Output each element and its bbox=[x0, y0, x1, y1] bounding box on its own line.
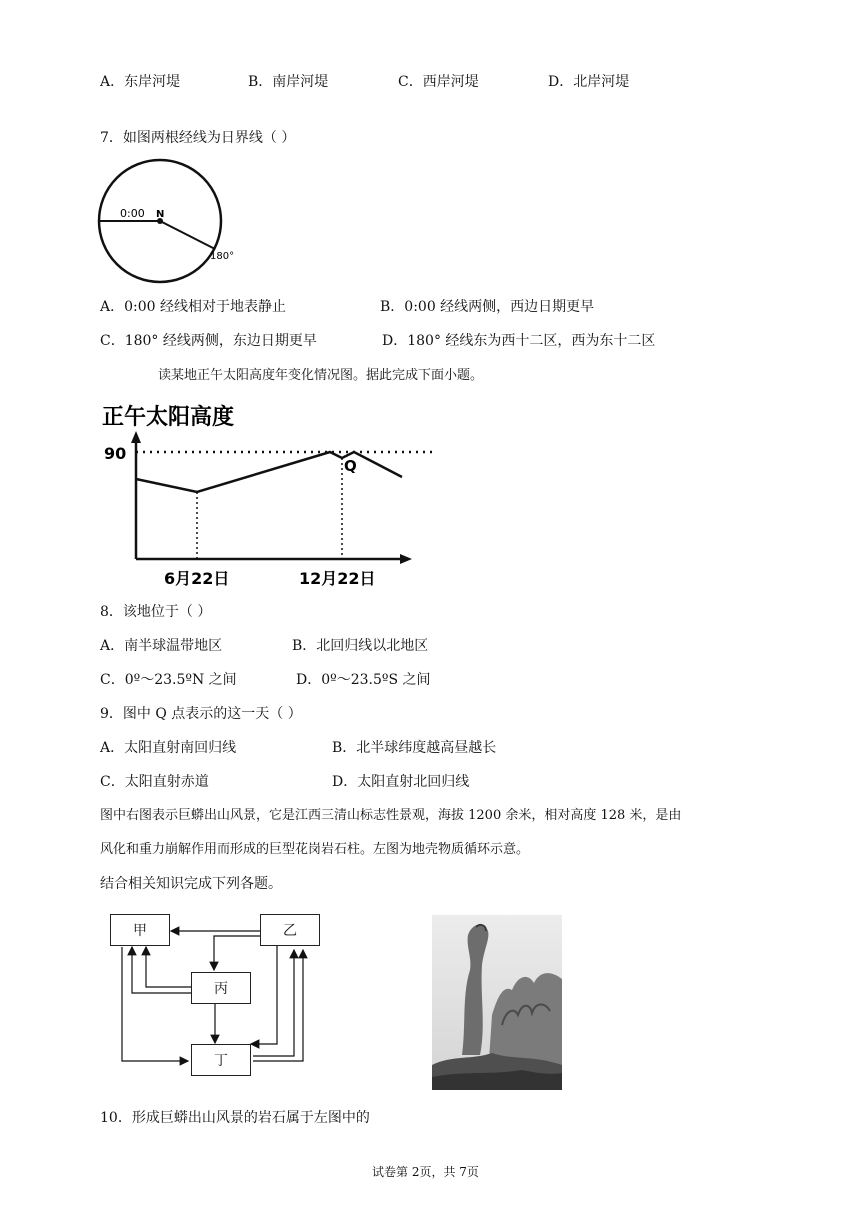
chart-title: 正午太阳高度 bbox=[102, 405, 235, 430]
q8-option-c: C．0º～23.5ºN 之间 bbox=[100, 672, 237, 688]
y-axis-arrow bbox=[131, 431, 141, 443]
q9-option-c: C．太阳直射赤道 bbox=[100, 774, 209, 790]
q6-option-a: A．东岸河堤 bbox=[100, 74, 181, 90]
x-axis-arrow bbox=[400, 554, 412, 564]
passage-line-1: 图中右图表示巨蟒出山风景，它是江西三清山标志性景观，海拔 1200 余米，相对高度 128 米，是由 bbox=[100, 808, 682, 823]
box-ding: 丁 bbox=[191, 1044, 251, 1076]
point-q-label: Q bbox=[344, 457, 357, 475]
q9-option-b: B．北半球纬度越高昼越长 bbox=[332, 740, 497, 756]
label-180: 180° bbox=[210, 251, 235, 262]
q8-option-a: A．南半球温带地区 bbox=[100, 638, 223, 654]
xtick-jun22: 6月22日 bbox=[164, 569, 230, 588]
ytick-90: 90 bbox=[104, 444, 127, 463]
label-pole: N bbox=[156, 209, 165, 220]
box-yi: 乙 bbox=[260, 914, 320, 946]
giant-python-rock-photo bbox=[432, 915, 562, 1090]
label-time: 0:00 bbox=[120, 207, 145, 220]
q7-option-d: D．180° 经线东为西十二区，西为东十二区 bbox=[382, 333, 656, 349]
dateline-figure bbox=[92, 156, 252, 286]
q9-option-a: A．太阳直射南回归线 bbox=[100, 740, 237, 756]
q7-option-b: B．0:00 经线两侧，西边日期更早 bbox=[380, 299, 595, 315]
q6-option-c: C．西岸河堤 bbox=[398, 74, 479, 90]
passage-line-3: 结合相关知识完成下列各题。 bbox=[100, 876, 282, 892]
q9-option-d: D．太阳直射北回归线 bbox=[332, 774, 470, 790]
q7-stem: 7．如图两根经线为日界线（ ） bbox=[100, 130, 296, 146]
q6-option-b: B．南岸河堤 bbox=[248, 74, 329, 90]
box-jia: 甲 bbox=[110, 914, 170, 946]
reading-intro: 读某地正午太阳高度年变化情况图。据此完成下面小题。 bbox=[158, 368, 484, 383]
q9-stem: 9．图中 Q 点表示的这一天（ ） bbox=[100, 706, 302, 722]
q8-stem: 8．该地位于（ ） bbox=[100, 604, 212, 620]
q10-stem: 10．形成巨蟒出山风景的岩石属于左图中的 bbox=[100, 1110, 370, 1126]
q7-option-a: A．0:00 经线相对于地表静止 bbox=[100, 299, 286, 315]
page-footer: 试卷第 2页，共 7页 bbox=[372, 1165, 479, 1179]
q6-option-d: D．北岸河堤 bbox=[548, 74, 630, 90]
q8-option-d: D．0º～23.5ºS 之间 bbox=[296, 672, 431, 688]
passage-line-2: 风化和重力崩解作用而形成的巨型花岗岩石柱。左图为地壳物质循环示意。 bbox=[100, 842, 530, 857]
q7-option-c: C．180° 经线两侧，东边日期更早 bbox=[100, 333, 317, 349]
xtick-dec22: 12月22日 bbox=[299, 569, 376, 588]
q8-option-b: B．北回归线以北地区 bbox=[292, 638, 429, 654]
meridian-180 bbox=[160, 221, 215, 249]
box-bing: 丙 bbox=[191, 972, 251, 1004]
series-line bbox=[136, 452, 402, 492]
solar-altitude-chart bbox=[98, 396, 448, 592]
